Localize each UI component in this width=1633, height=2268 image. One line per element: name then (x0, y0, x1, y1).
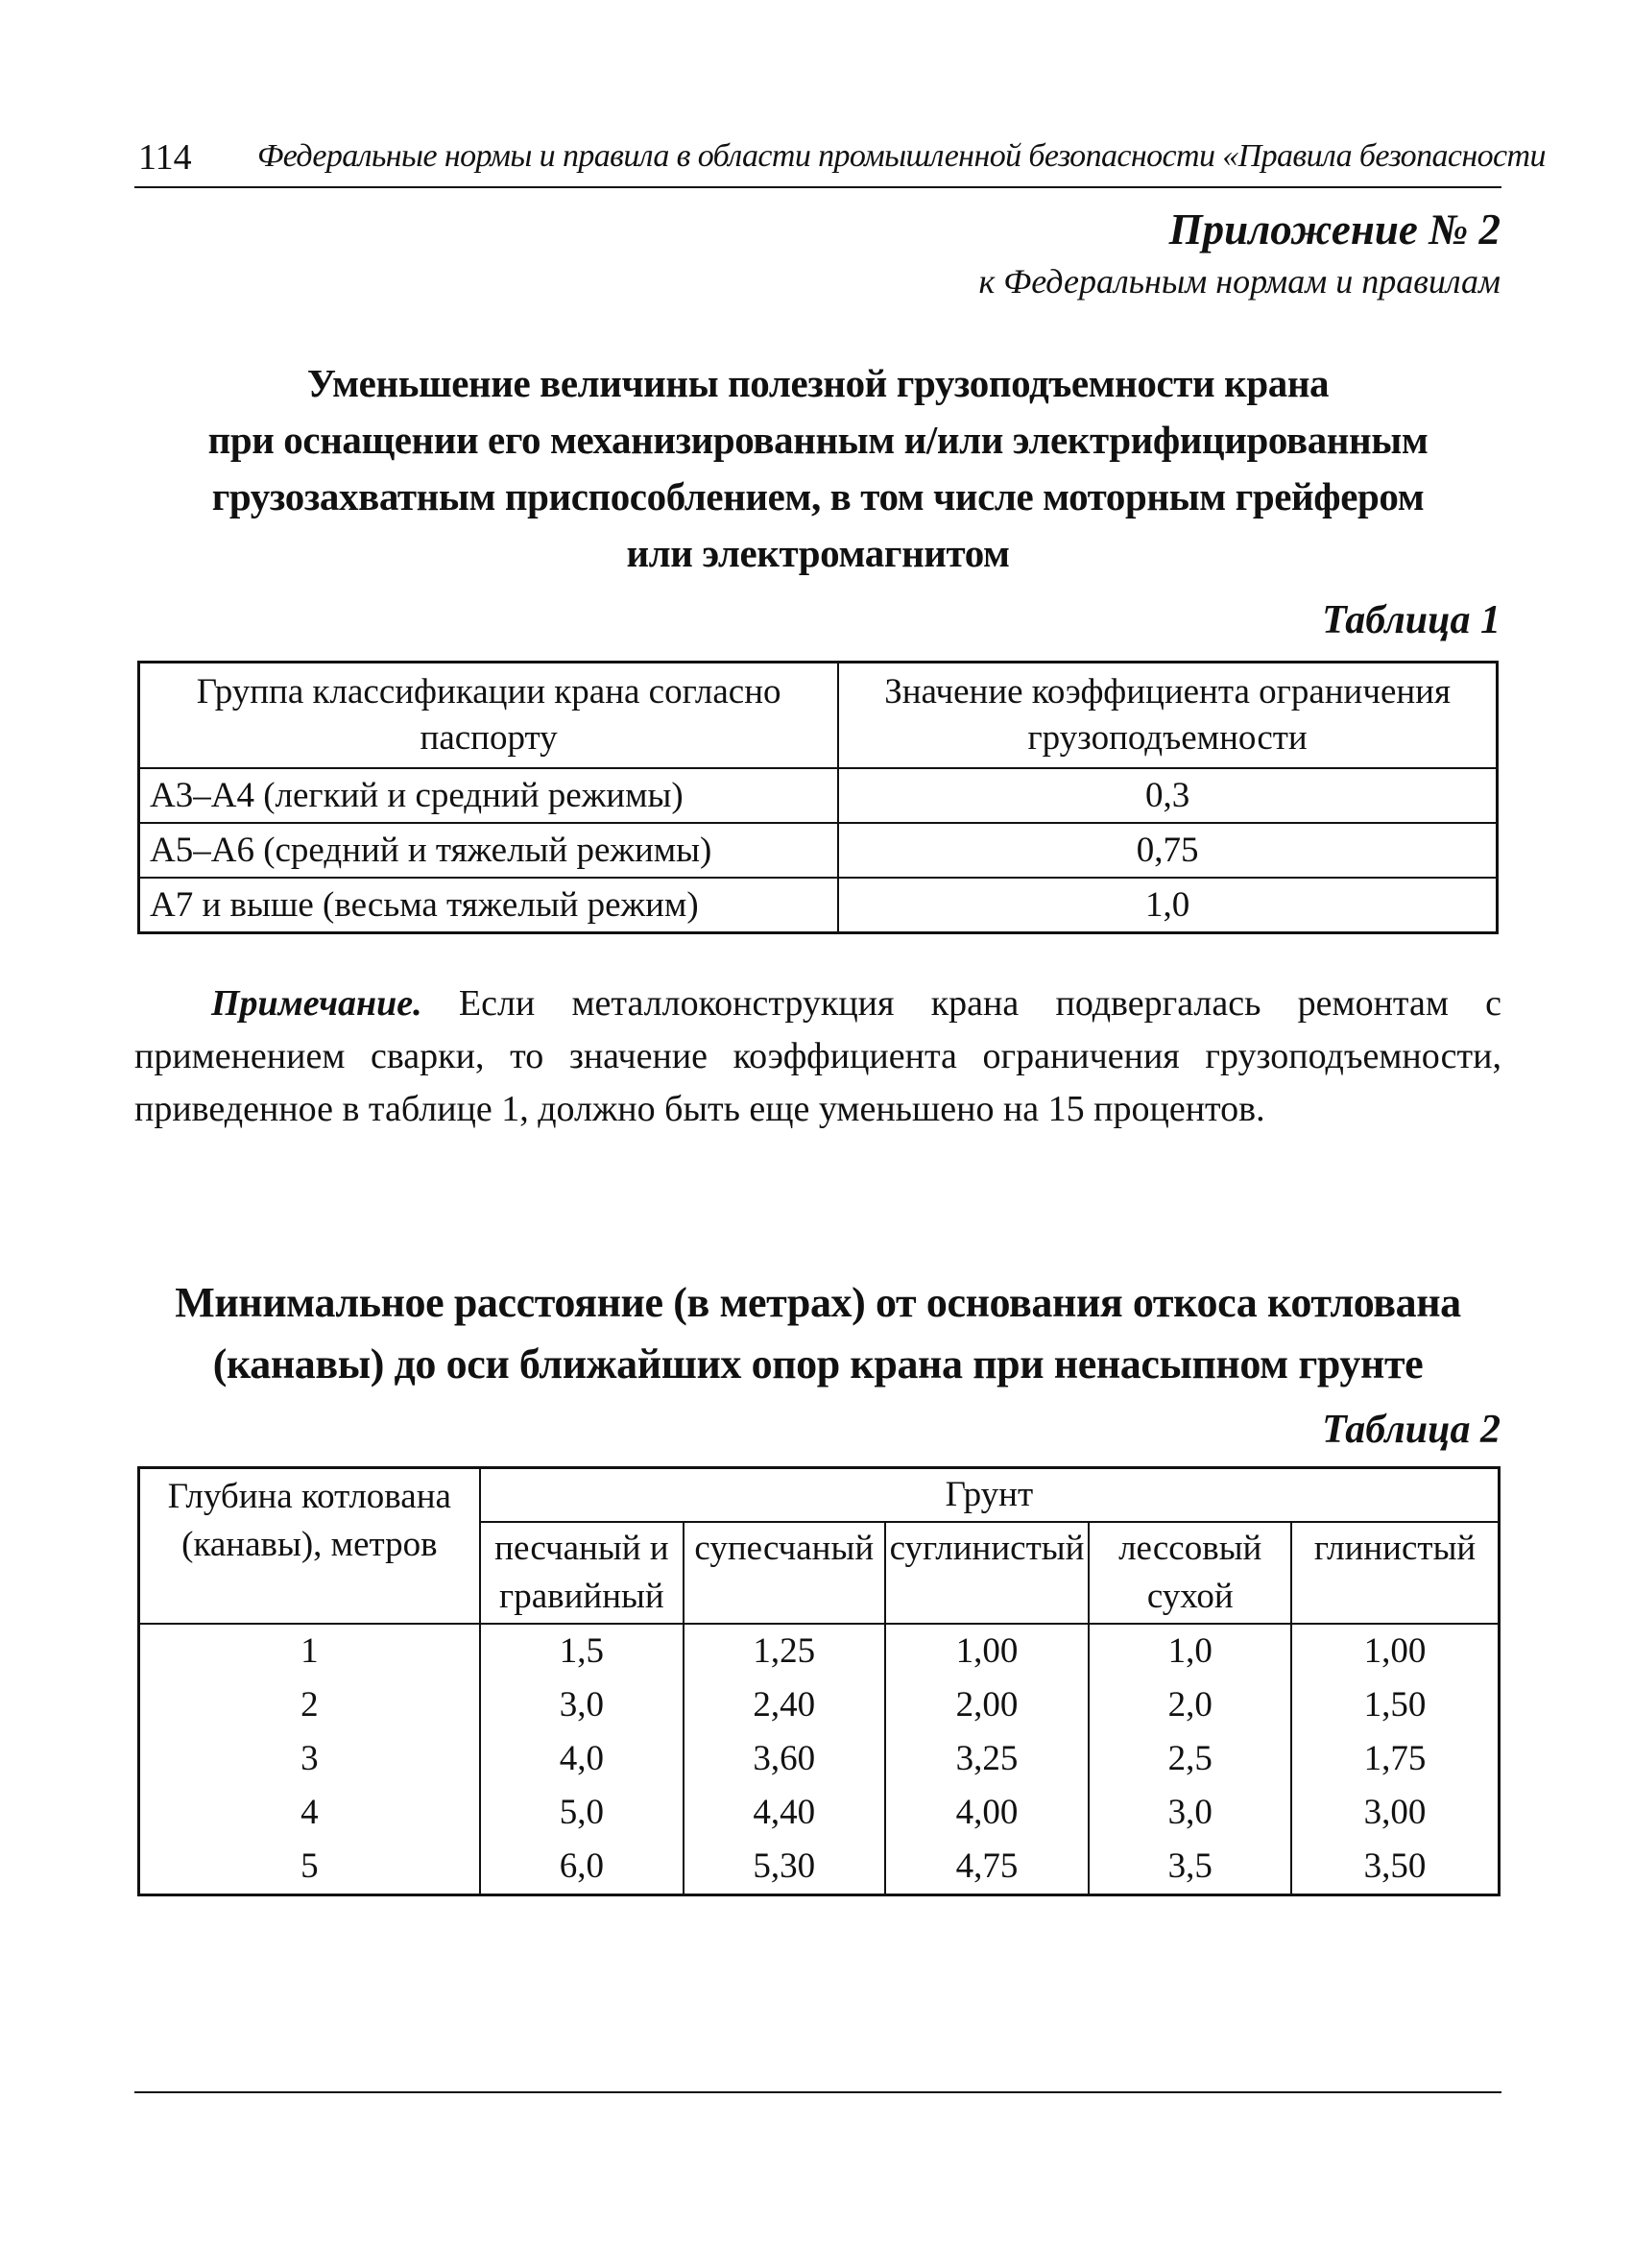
value-cell: 2,40 (684, 1678, 885, 1732)
value-cell: 1,25 (684, 1624, 885, 1678)
coefficient-cell: 0,3 (838, 768, 1497, 823)
column-header-soil: лессовый сухой (1089, 1522, 1291, 1624)
crane-coefficient-table (137, 661, 1499, 934)
table-row (139, 878, 1498, 933)
value-cell: 4,00 (885, 1786, 1090, 1840)
value-cell: 2,0 (1089, 1678, 1291, 1732)
footer-divider (134, 2091, 1501, 2093)
table-row (139, 1624, 1500, 1678)
appendix-label (978, 202, 1501, 305)
value-cell: 1,00 (1291, 1624, 1499, 1678)
appendix-subtitle: к Федеральным нормам и правилам (978, 262, 1501, 301)
note-paragraph (134, 977, 1501, 1136)
value-cell: 2,5 (1089, 1732, 1291, 1786)
table-row (139, 1786, 1500, 1840)
heading-line: при оснащении его механизированным и/или электрифицированным (207, 418, 1429, 462)
table-row (139, 823, 1498, 878)
value-cell: 3,60 (684, 1732, 885, 1786)
value-cell: 6,0 (480, 1840, 684, 1895)
heading-line: грузозахватным приспособлением, в том числе моторным грейфером (211, 474, 1425, 519)
heading-line: Уменьшение величины полезной грузоподъемности крана (306, 361, 1330, 405)
table-row (139, 1732, 1500, 1786)
value-cell: 3,5 (1089, 1840, 1291, 1895)
column-header-soil: глинистый (1291, 1522, 1499, 1624)
heading-line: Минимальное расстояние (в метрах) от основания откоса котлована (175, 1279, 1461, 1326)
table-row (139, 1840, 1500, 1895)
coefficient-cell: 1,0 (838, 878, 1497, 933)
table-header-row (139, 1468, 1500, 1523)
value-cell: 4,75 (885, 1840, 1090, 1895)
heading-line: (канавы) до оси ближайших опор крана при ненасыпном грунте (212, 1340, 1424, 1387)
depth-cell: 2 (139, 1678, 480, 1732)
table-header-row (139, 663, 1498, 769)
value-cell: 4,40 (684, 1786, 885, 1840)
coefficient-cell: 0,75 (838, 823, 1497, 878)
depth-cell: 4 (139, 1786, 480, 1840)
value-cell: 3,00 (1291, 1786, 1499, 1840)
excavation-distance-table (137, 1466, 1501, 1896)
column-header-group: Группа классификации крана согласно паспорту (139, 663, 839, 769)
value-cell: 5,30 (684, 1840, 885, 1895)
section-2-heading (134, 1272, 1501, 1395)
depth-cell: 5 (139, 1840, 480, 1895)
group-cell: А5–А6 (средний и тяжелый режимы) (139, 823, 839, 878)
column-header-coefficient: Значение коэффициента ограничения грузоподъемности (838, 663, 1497, 769)
value-cell: 2,00 (885, 1678, 1090, 1732)
group-cell: А3–А4 (легкий и средний режимы) (139, 768, 839, 823)
column-group-header-soil: Грунт (480, 1468, 1500, 1523)
column-header-soil: супесчаный (684, 1522, 885, 1624)
appendix-title: Приложение № 2 (1168, 205, 1501, 253)
column-header-soil: суглинистый (885, 1522, 1090, 1624)
group-cell: А7 и выше (весьма тяжелый режим) (139, 878, 839, 933)
value-cell: 1,00 (885, 1624, 1090, 1678)
table-row (139, 768, 1498, 823)
value-cell: 1,50 (1291, 1678, 1499, 1732)
value-cell: 1,75 (1291, 1732, 1499, 1786)
heading-line: или электромагнитом (626, 531, 1010, 575)
value-cell: 3,0 (480, 1678, 684, 1732)
note-text: Если металлоконструкция крана подвергалась ремонтам с применением сварки, то значение коэффициента ограничения грузоподъемности, приведенное в таблице 1, должно быть еще уменьшено на 15 процентов. (134, 983, 1501, 1129)
value-cell: 1,0 (1089, 1624, 1291, 1678)
depth-cell: 1 (139, 1624, 480, 1678)
value-cell: 4,0 (480, 1732, 684, 1786)
table-2-caption: Таблица 2 (1322, 1408, 1501, 1452)
section-1-heading (134, 355, 1501, 582)
page-number: 114 (138, 137, 192, 178)
running-title: Федеральные нормы и правила в области промышленной безопасности «Правила безопасности (257, 138, 1546, 174)
column-header-depth: Глубина котлована (канавы), метров (139, 1468, 480, 1625)
depth-cell: 3 (139, 1732, 480, 1786)
running-header (134, 133, 1546, 188)
table-row (139, 1678, 1500, 1732)
value-cell: 5,0 (480, 1786, 684, 1840)
table-1-caption: Таблица 1 (1322, 598, 1501, 642)
value-cell: 1,5 (480, 1624, 684, 1678)
value-cell: 3,25 (885, 1732, 1090, 1786)
column-header-soil: песчаный и гравийный (480, 1522, 684, 1624)
value-cell: 3,0 (1089, 1786, 1291, 1840)
note-label: Примечание. (211, 983, 422, 1024)
value-cell: 3,50 (1291, 1840, 1499, 1895)
